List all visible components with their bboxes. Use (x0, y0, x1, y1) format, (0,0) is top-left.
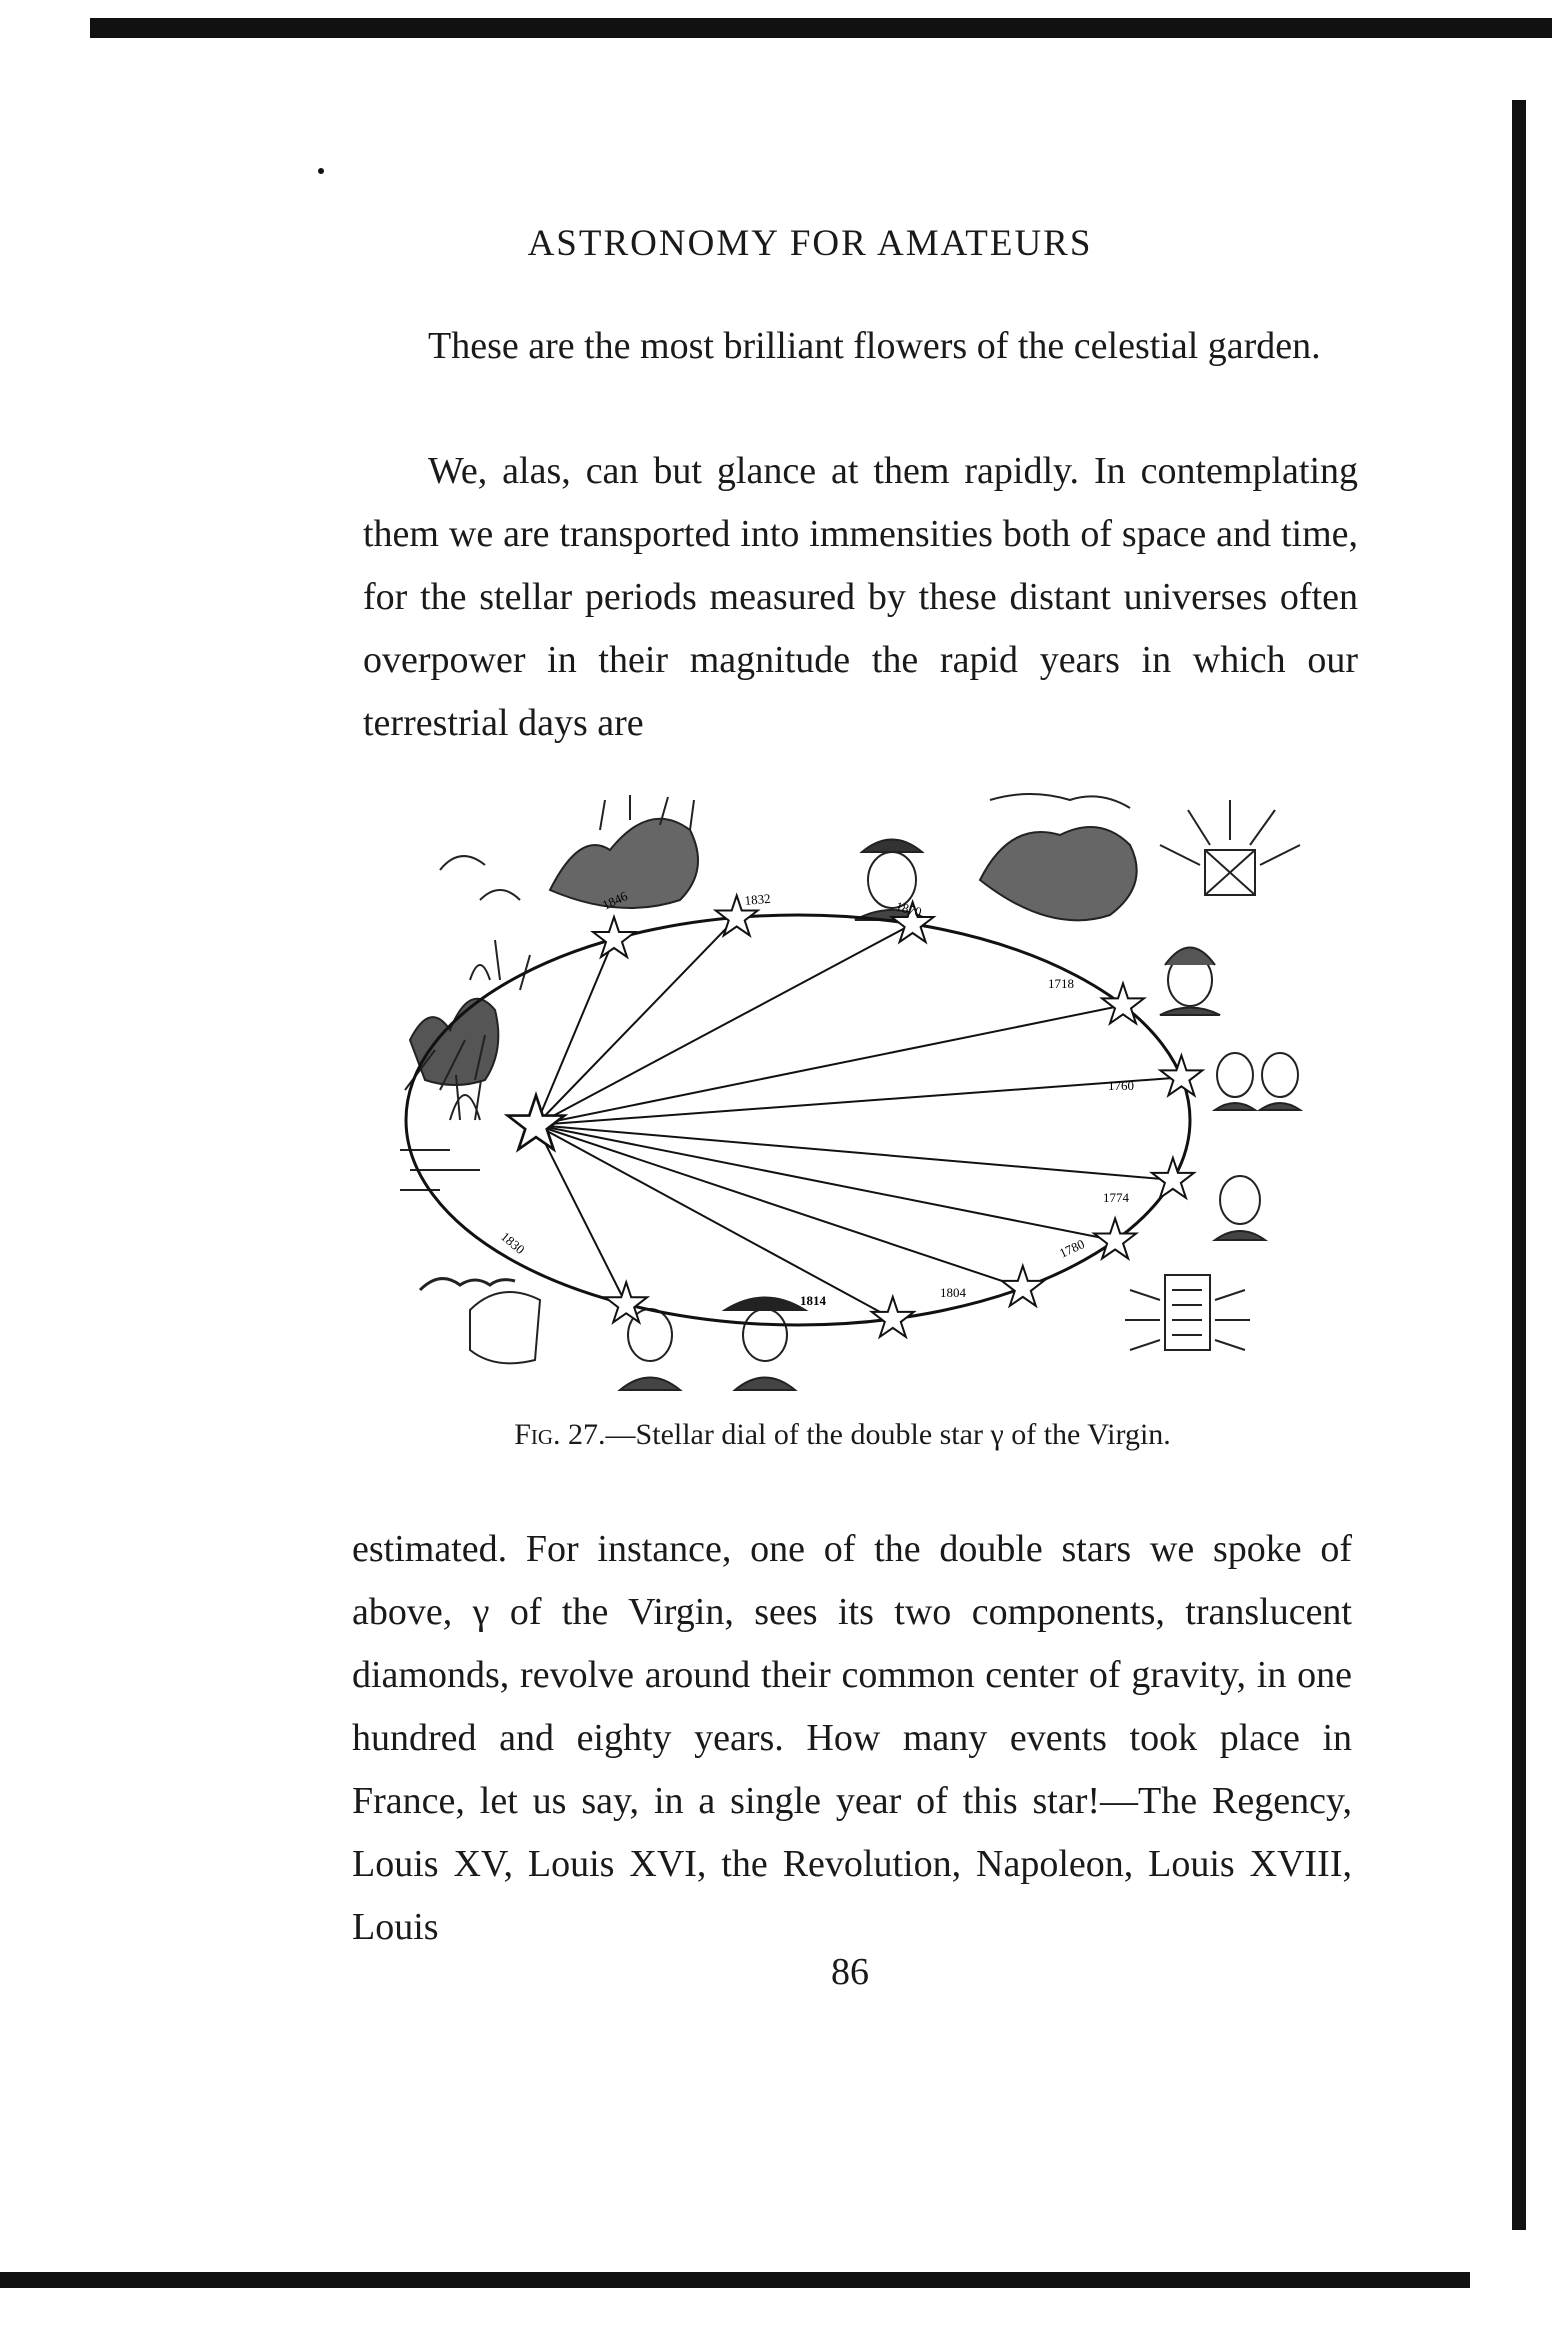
stellar-dial-figure (400, 790, 1330, 1410)
year-label-1870: 1870 (894, 898, 924, 920)
tablets-emblem-bottom-right (1125, 1275, 1250, 1350)
scan-bottom-border (0, 2272, 1470, 2288)
orbit-star (1160, 1055, 1202, 1095)
orbit-ray (536, 1125, 1173, 1180)
year-label-1760: 1760 (1108, 1078, 1134, 1093)
year-label-1830: 1830 (498, 1228, 528, 1258)
portraits-right-couple (1215, 1053, 1300, 1110)
orbit-ray (536, 1125, 1115, 1240)
orbit-star (1002, 1266, 1044, 1306)
figure-caption (360, 1418, 1325, 1452)
sunburst-emblem-top-right (1160, 800, 1300, 895)
year-label-1832: 1832 (743, 890, 772, 908)
figure-caption-label: Fig. 27. (514, 1418, 606, 1451)
scan-left-dot (318, 168, 324, 174)
portrait-right-lower (1215, 1176, 1265, 1240)
scene-battle-top-left (440, 795, 698, 908)
figure-caption-text: —Stellar dial of the double star γ of the Virgin. (605, 1418, 1171, 1451)
orbit-star (1094, 1219, 1136, 1259)
scan-right-border (1512, 100, 1526, 2230)
portrait-right-lady (1160, 948, 1220, 1016)
orbit-star (1152, 1158, 1194, 1198)
orbit-ray (536, 1125, 893, 1319)
year-label-1804: 1804 (940, 1285, 966, 1300)
orbit-ray (536, 924, 913, 1125)
artist-signature (420, 1279, 515, 1290)
orbit-star (872, 1297, 914, 1337)
page-number: 86 (831, 1951, 869, 1993)
running-head: ASTRONOMY FOR AMATEURS (527, 223, 1093, 264)
paragraph-gamma-virginis: estimated. For instance, one of the double stars we spoke of above, γ of the Virgin, sees its two components, translucent diamonds, revolve around their common center of gravity, in one hundred and eighty years. How many events took place in France, let us say, in a single year of this star!—The Regency, Louis XV, Louis XVI, the Revolution, Napoleon, Louis XVIII, Louis (352, 1528, 1352, 1948)
orbit-ray (536, 939, 614, 1125)
orbit-ray (536, 1125, 1023, 1288)
scan-top-border (90, 18, 1552, 38)
year-label-1814: 1814 (800, 1293, 826, 1308)
orbit-ray (536, 1005, 1123, 1125)
year-label-1846: 1846 (599, 888, 630, 913)
paragraph-celestial-garden: These are the most brilliant flowers of the celestial garden. (428, 325, 1321, 367)
year-label-1780: 1780 (1056, 1236, 1087, 1261)
orbit-ray (536, 1077, 1181, 1125)
orbit-stars (593, 896, 1202, 1337)
year-label-1774: 1774 (1103, 1190, 1129, 1205)
paragraph-immensities: We, alas, can but glance at them rapidly. In contemplating them we are transported into immensities both of space and time, for the stellar periods measured by these distant universes often overpower in their magnitude the rapid years in which our terrestrial days are (363, 450, 1358, 744)
scene-battle-top-right (980, 794, 1137, 920)
orbit-ray (536, 918, 737, 1125)
orbit-star (593, 917, 635, 957)
year-label-1718: 1718 (1048, 976, 1074, 991)
